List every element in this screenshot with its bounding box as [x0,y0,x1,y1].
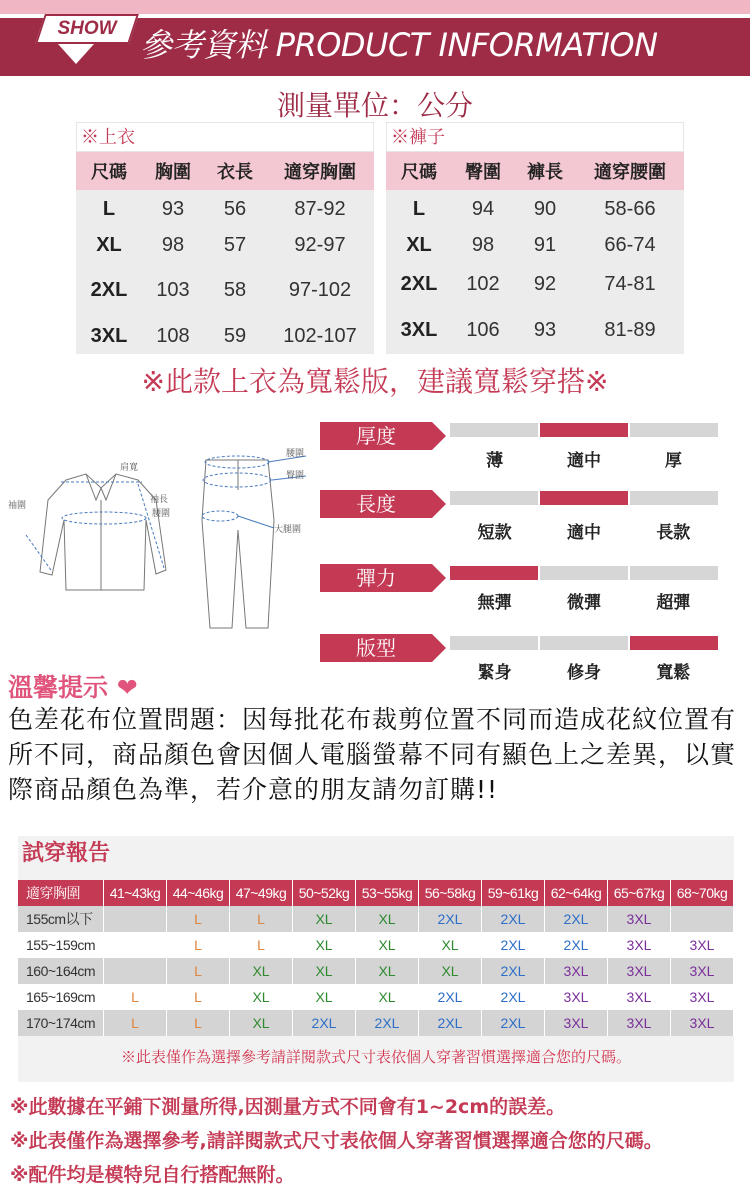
table-cell: 93 [161,197,185,220]
diagram-label-thigh: 大腿圍 [274,525,302,535]
footnote: ※配件均是模特兒自行搭配無附。 [10,1164,295,1186]
size-cell [104,958,167,984]
attr-fit-bar [450,636,718,650]
height-cell: 165~169cm [18,984,104,1010]
table-row [18,1010,734,1036]
diagram-label-cuff: 袖圍 [8,501,27,511]
footnotes [10,1090,750,1192]
table-cell: 3XL [400,318,438,341]
table-cell: 87-92 [294,197,346,220]
table-cell: 92-97 [294,233,346,256]
table-cell: 56 [223,197,247,220]
top-table-header-cell: 尺碼 [91,162,127,183]
attr-fit-tag: 版型 [320,634,432,662]
size-cell: 2XL [482,984,545,1010]
table-cell: XL [96,233,122,256]
top-table-header-cell: 胸圍 [155,162,191,183]
heart-icon: ❤ [116,673,138,702]
tips-text: 色差花布位置問題：因每批花布裁剪位置不同而造成花紋位置有所不同，商品顏色會因個人電腦螢幕不同有顯色上之差異，以實際商品顏色為準，若介意的朋友請勿訂購!! [8,705,737,804]
size-cell: 3XL [671,1010,734,1036]
fit-report-note: ※此表僅作為選擇參考請詳閱款式尺寸表依個人穿著習慣選擇適合您的尺碼。 [120,1048,631,1066]
attr-segment-selected [540,491,628,505]
attr-segment-selected [540,423,628,437]
size-cell: XL [230,1010,293,1036]
table-cell: 92 [533,272,557,295]
size-cell: 2XL [293,1010,356,1036]
size-cell: 2XL [545,906,608,932]
show-badge [35,14,139,44]
table-row [18,932,734,958]
fit-report-header-row [18,880,734,906]
attr-option: 短款 [477,523,512,543]
pants-size-table [386,122,684,354]
weight-header: 59~61kg [482,880,545,906]
table-cell: XL [406,233,432,256]
fit-report-table [18,880,734,1036]
fit-report-corner: 適穿胸圍 [18,880,104,906]
table-cell: 81-89 [604,318,656,341]
size-cell: XL [293,906,356,932]
pants-table-header-cell: 臀圍 [465,162,501,183]
pants-table-section-label: ※褲子 [386,122,684,152]
table-cell: 3XL [90,324,128,347]
attr-segment [450,423,538,437]
attr-option: 薄 [486,451,504,471]
attr-option: 適中 [566,451,601,471]
unit-title: 測量單位：公分 [276,89,473,122]
weight-header: 68~70kg [671,880,734,906]
attr-option: 微彈 [566,593,601,613]
attr-segment-selected [630,636,718,650]
table-row [76,262,374,318]
footnote: ※此數據在平鋪下測量所得,因測量方式不同會有1~2cm的誤差。 [10,1096,566,1118]
header-title: 參考資料 PRODUCT INFORMATION [140,26,658,64]
attr-segment [450,636,538,650]
size-cell: L [230,932,293,958]
table-row [18,958,734,984]
attr-fit-options [450,658,718,683]
attr-elasticity-tag: 彈力 [320,564,432,592]
table-row [18,984,734,1010]
table-cell: 102 [466,272,500,295]
table-cell: 90 [533,197,557,220]
size-cell: L [230,906,293,932]
garment-sketch-icon [6,440,316,660]
size-cell: 3XL [608,906,671,932]
size-cell: L [167,1010,230,1036]
size-cell: L [167,984,230,1010]
table-cell: 2XL [90,278,128,301]
measurement-diagram [6,440,316,660]
top-table-section-label: ※上衣 [76,122,374,152]
weight-header: 65~67kg [608,880,671,906]
fit-report [18,836,734,1082]
size-cell: XL [293,958,356,984]
table-cell: 103 [156,278,190,301]
weight-header: 41~43kg [104,880,167,906]
size-cell: XL [356,932,419,958]
size-cell: L [167,932,230,958]
top-table-header-cell: 衣長 [217,162,253,183]
size-cell [671,906,734,932]
size-cell: 2XL [356,1010,419,1036]
weight-header: 53~55kg [356,880,419,906]
size-cell: 3XL [545,1010,608,1036]
header-banner [0,0,750,78]
size-cell: 3XL [608,932,671,958]
attr-option: 緊身 [477,663,512,683]
size-cell: XL [419,932,482,958]
table-row [386,228,684,262]
table-cell: 91 [533,233,557,256]
table-cell: 98 [471,233,495,256]
height-cell: 155~159cm [18,932,104,958]
size-cell: XL [356,958,419,984]
table-row [386,306,684,354]
table-row [386,262,684,306]
show-label: SHOW [57,18,117,39]
size-cell: XL [230,984,293,1010]
tips-title [8,668,138,704]
pants-table-header-cell: 褲長 [527,162,563,183]
diagram-label-sleeve: 袖長 [150,495,169,505]
table-row [18,906,734,932]
attr-option: 長款 [656,523,691,543]
table-cell: 97-102 [288,278,352,301]
size-cell [104,932,167,958]
table-cell: 98 [161,233,185,256]
table-cell: 106 [466,318,500,341]
attr-thickness-bar [450,423,718,437]
table-cell: 102-107 [283,324,357,347]
size-cell: 3XL [545,984,608,1010]
attr-segment [540,636,628,650]
size-cell: 2XL [482,932,545,958]
size-cell: L [104,984,167,1010]
table-cell: 66-74 [604,233,656,256]
pants-table-header-cell: 尺碼 [401,162,437,183]
diagram-label-shoulder: 肩寬 [120,463,139,473]
size-cell: 3XL [608,958,671,984]
size-cell: 3XL [608,984,671,1010]
table-row [76,318,374,354]
size-cell: 2XL [482,958,545,984]
table-cell: 108 [156,324,190,347]
size-cell: 2XL [419,1010,482,1036]
table-row [76,228,374,262]
height-cell: 170~174cm [18,1010,104,1036]
table-cell: 94 [471,197,495,220]
tips-title-text: 溫馨提示 [8,673,109,702]
size-cell: XL [356,906,419,932]
attr-segment [630,566,718,580]
top-table-header-cell: 適穿胸圍 [284,162,356,183]
attr-thickness-tag: 厚度 [320,422,432,450]
size-cell: L [167,958,230,984]
attr-length-tag: 長度 [320,490,432,518]
header-top-stripe [0,0,750,14]
attr-length-bar [450,491,718,505]
table-row [386,190,684,228]
size-cell: XL [293,984,356,1010]
attr-option: 厚 [664,451,682,471]
size-cell: 3XL [671,958,734,984]
weight-header: 50~52kg [293,880,356,906]
weight-header: 47~49kg [230,880,293,906]
attr-segment [540,566,628,580]
diagram-label-waist-top: 腰圍 [152,509,171,519]
table-cell: L [102,197,116,220]
attr-option: 寬鬆 [656,663,691,683]
attr-elasticity-options [450,588,718,613]
size-cell [104,906,167,932]
attr-segment-selected [450,566,538,580]
size-cell: 2XL [545,932,608,958]
attr-segment [630,491,718,505]
footnote: ※此表僅作為選擇參考,請詳閱款式尺寸表依個人穿著習慣選擇適合您的尺碼。 [10,1130,663,1152]
size-cell: L [167,906,230,932]
size-cell: 2XL [482,1010,545,1036]
attr-segment [450,491,538,505]
attr-option: 適中 [566,523,601,543]
top-table-header-row [76,152,374,190]
attr-option: 超彈 [656,593,691,613]
attr-segment [630,423,718,437]
table-cell: 2XL [400,272,438,295]
height-cell: 160~164cm [18,958,104,984]
weight-header: 56~58kg [419,880,482,906]
height-cell: 155cm以下 [18,906,104,932]
table-cell: 74-81 [604,272,656,295]
table-cell: 57 [223,233,247,256]
attr-option: 無彈 [477,593,512,613]
size-cell: XL [356,984,419,1010]
size-cell: XL [230,958,293,984]
size-cell: XL [293,932,356,958]
pants-table-header-cell: 適穿腰圍 [594,162,666,183]
table-cell: L [412,197,426,220]
attr-option: 修身 [566,663,601,683]
size-cell: 3XL [608,1010,671,1036]
top-size-table [76,122,374,354]
attr-elasticity-bar [450,566,718,580]
table-cell: 93 [533,318,557,341]
table-cell: 59 [223,324,247,347]
diagram-label-hip: 臀圍 [286,471,305,481]
size-cell: XL [419,958,482,984]
weight-header: 44~46kg [167,880,230,906]
size-cell: 3XL [545,958,608,984]
size-cell: 2XL [482,906,545,932]
size-cell: 3XL [671,984,734,1010]
show-badge-pointer [58,44,94,64]
table-row [76,190,374,228]
size-cell: 2XL [419,906,482,932]
table-cell: 58-66 [604,197,656,220]
attr-thickness-options [450,446,718,471]
fit-report-title: 試穿報告 [22,841,111,866]
loose-fit-notice: ※此款上衣為寬鬆版，建議寬鬆穿搭※ [141,365,609,398]
size-cell: L [104,1010,167,1036]
weight-header: 62~64kg [545,880,608,906]
pants-table-header-row [386,152,684,190]
attr-length-options [450,518,718,543]
diagram-label-waist-pants: 腰圍 [286,449,305,459]
size-cell: 3XL [671,932,734,958]
table-cell: 58 [223,278,247,301]
size-cell: 2XL [419,984,482,1010]
